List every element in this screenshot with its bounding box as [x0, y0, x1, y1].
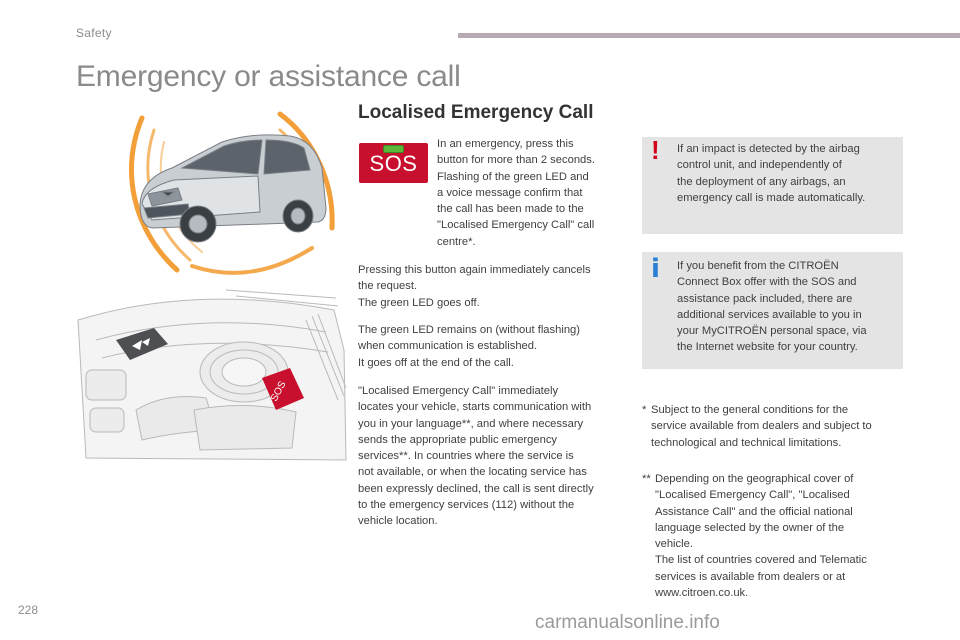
info-line: If you benefit from the CITROËN	[677, 260, 839, 272]
intro-line: a voice message confirm that	[437, 186, 583, 199]
locates-line: vehicle location.	[358, 515, 438, 528]
intro-paragraph	[437, 136, 595, 250]
info-text	[677, 258, 867, 356]
info-line: your MyCITROËN personal space, via	[677, 325, 867, 338]
locates-line: sends the appropriate public emergency	[358, 433, 558, 446]
info-icon: i	[651, 254, 660, 284]
info-line: additional services available to you in	[677, 308, 862, 321]
info-line: Connect Box offer with the SOS and	[677, 276, 857, 289]
footnote-line: Depending on the geographical cover of	[655, 473, 854, 485]
footnote-line: Subject to the general conditions for the	[651, 404, 849, 416]
footnote-line: The list of countries covered and Telematic	[655, 554, 867, 567]
page-title: Emergency or assistance call	[76, 60, 461, 93]
footnote-1	[651, 402, 872, 451]
led-line: It goes off at the end of the call.	[358, 356, 514, 369]
footnote-line: technological and technical limitations.	[651, 436, 842, 449]
footnote-line: service available from dealers and subject to	[651, 420, 872, 433]
signal-arc-bottom	[192, 248, 312, 273]
footnote-line: www.citroen.co.uk.	[655, 587, 749, 600]
locates-line: "Localised Emergency Call" immediately	[358, 385, 559, 397]
intro-line: button for more than 2 seconds.	[437, 154, 595, 167]
section-label: Safety	[76, 26, 112, 40]
warning-line: emergency call is made automatically.	[677, 191, 866, 204]
led-line: when communication is established.	[358, 340, 538, 353]
cancel-line: the request.	[358, 280, 418, 293]
warning-line: control unit, and independently of	[677, 159, 842, 172]
cancel-line: The green LED goes off.	[358, 296, 480, 309]
watermark: carmanualsonline.info	[535, 612, 720, 633]
intro-line: In an emergency, press this	[437, 138, 574, 150]
car	[140, 135, 326, 242]
footnote-line: "Localised Emergency Call", "Localised	[655, 489, 850, 502]
ceiling-console-illustration	[76, 280, 348, 462]
warning-text	[677, 141, 865, 206]
car-illustration	[82, 108, 352, 278]
intro-line: "Localised Emergency Call" call	[437, 219, 595, 232]
exclamation-icon: !	[651, 135, 660, 165]
footnote-line: vehicle.	[655, 538, 693, 551]
intro-line: centre*.	[437, 235, 476, 248]
sos-button-label: SOS	[369, 151, 418, 176]
warning-line: the deployment of any airbags, an	[677, 175, 846, 188]
led-line: The green LED remains on (without flashing)	[358, 324, 580, 336]
section-subtitle: Localised Emergency Call	[358, 102, 594, 123]
intro-line: the call has been made to the	[437, 203, 584, 216]
footnote-line: Assistance Call" and the official national	[655, 505, 853, 518]
warning-line: If an impact is detected by the airbag	[677, 143, 860, 155]
info-line: the Internet website for your country.	[677, 341, 858, 354]
ceiling-sos-label: SOS	[268, 379, 289, 404]
footnote-line: services is available from dealers or at	[655, 570, 846, 583]
intro-line: Flashing of the green LED and	[437, 170, 589, 183]
footnote-2	[655, 471, 867, 601]
locates-line: services**. In countries where the service is	[358, 450, 574, 463]
locates-line: been expressly declined, the call is sent directly	[358, 482, 594, 495]
header-bar	[458, 33, 960, 38]
led-paragraph	[358, 322, 580, 371]
locates-line: locates your vehicle, starts communication with	[358, 401, 592, 414]
locates-paragraph	[358, 383, 594, 530]
cancel-line: Pressing this button again immediately cancels	[358, 264, 591, 276]
locates-line: not available, or when the locating service has	[358, 466, 587, 479]
footnote-line: language selected by the owner of the	[655, 521, 845, 534]
locates-line: you in your language**, and where necessary	[358, 417, 584, 430]
cancel-paragraph	[358, 262, 591, 311]
footnote-2-marker: **	[642, 473, 651, 485]
footnote-1-marker: *	[642, 404, 647, 416]
locates-line: to the emergency services (112) without the	[358, 499, 575, 512]
info-line: assistance pack included, there are	[677, 292, 853, 305]
page-number: 228	[18, 603, 39, 617]
